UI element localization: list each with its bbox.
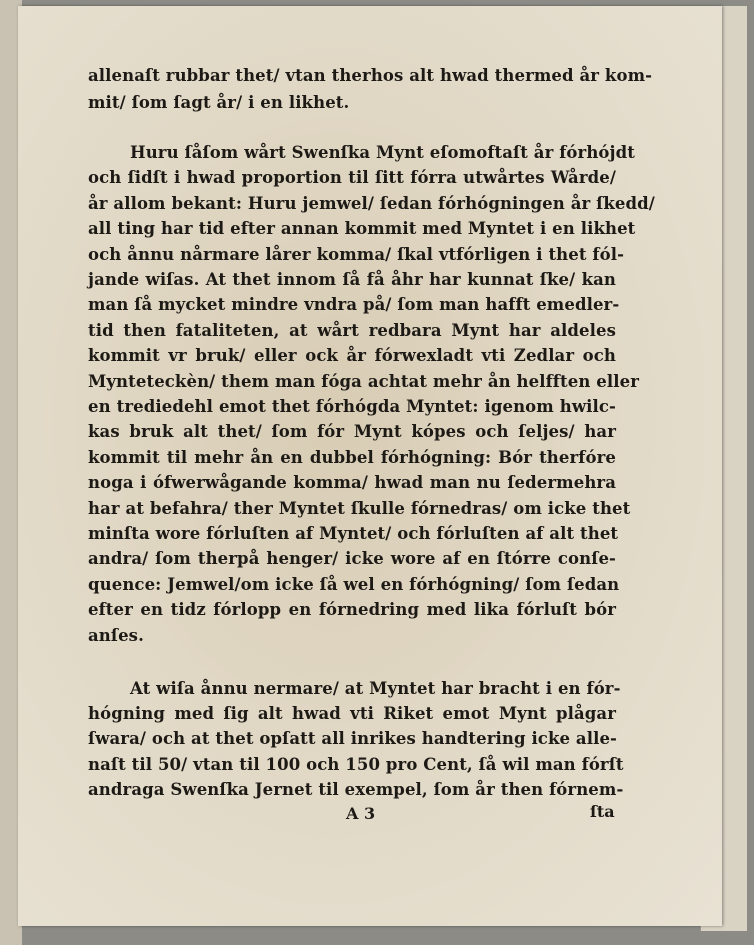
text-line: allenaſt rubbar thet/ vtan therhos alt hwad thermed år kom- bbox=[88, 66, 653, 85]
text-line: man ſå mycket mindre vndra på/ ſom man hafft emedler- bbox=[88, 295, 620, 315]
text-line: andraga Swenſka Jernet til exempel, ſom år then fórnem- bbox=[88, 779, 624, 799]
text-line: all ting har tid efter annan kommit med Myntet i en likhet bbox=[88, 219, 636, 239]
text-line: en trediedehl emot thet fórhógda Myntet: igenom hwilc- bbox=[88, 397, 616, 416]
text-line: At wiſa ånnu nermare/ at Myntet har bracht i en fór- bbox=[130, 679, 621, 698]
text-line: har at befahra/ ther Myntet ſkulle fórnedras/ om icke thet bbox=[88, 498, 631, 518]
catchword: ſta bbox=[590, 802, 615, 821]
text-line: anſes. bbox=[88, 625, 144, 645]
signature-mark: A 3 bbox=[346, 804, 376, 823]
text-line: och ſidſt i hwad proportion til ſitt fórra utwårtes Wårde/ bbox=[88, 168, 616, 188]
text-line: jande wiſas. At thet innom ſå få åhr har kunnat ſke/ kan bbox=[88, 270, 616, 289]
text-line: naſt til 50/ vtan til 100 och 150 pro Cent, ſå wil man fórſt bbox=[88, 754, 624, 774]
text-line: quence: Jemwel/om icke ſå wel en fórhógning/ ſom ſedan bbox=[88, 574, 620, 594]
text-line: kas bruk alt thet/ ſom fór Mynt kópes och ſeljes/ har bbox=[88, 422, 616, 442]
text-line: mit/ ſom ſagt år/ i en likhet. bbox=[88, 93, 350, 112]
text-line: minſta wore fórluſten af Myntet/ och fórluſten af alt thet bbox=[88, 524, 619, 543]
text-line: tid then fataliteten, at wårt redbara Mynt har aldeles bbox=[88, 320, 616, 340]
text-line: Mynteteckѐn/ them man fóga achtat mehr ån helfften eller bbox=[88, 371, 639, 391]
text-line: kommit til mehr ån en dubbel fórhógning: Bór therfóre bbox=[88, 447, 616, 467]
text-line: år allom bekant: Huru jemwel/ ſedan fórhógningen år ſkedd/ bbox=[88, 193, 655, 213]
text-line: andra/ ſom therpå henger/ icke wore af en ſtórre conſe- bbox=[88, 549, 616, 569]
text-line: och ånnu nårmare lårer komma/ ſkal vtfórligen i thet fól- bbox=[88, 244, 625, 264]
text-line: noga i ófwerwågande komma/ hwad man nu ſedermehra bbox=[88, 473, 616, 493]
text-line: ſwara/ och at thet opſatt all inrikes handtering icke alle- bbox=[88, 729, 618, 749]
text-line: Huru ſåſom wårt Swenſka Mynt eſomoftaſt år fórhójdt bbox=[130, 143, 635, 162]
text-line: kommit vr bruk/ eller ock år fórwexladt vti Zedlar och bbox=[88, 346, 616, 366]
text-line: efter en tidz fórlopp en fórnedring med lika fórluſt bór bbox=[88, 600, 616, 620]
text-line: hógning med ſig alt hwad vti Riket emot Mynt plågar bbox=[88, 704, 616, 724]
